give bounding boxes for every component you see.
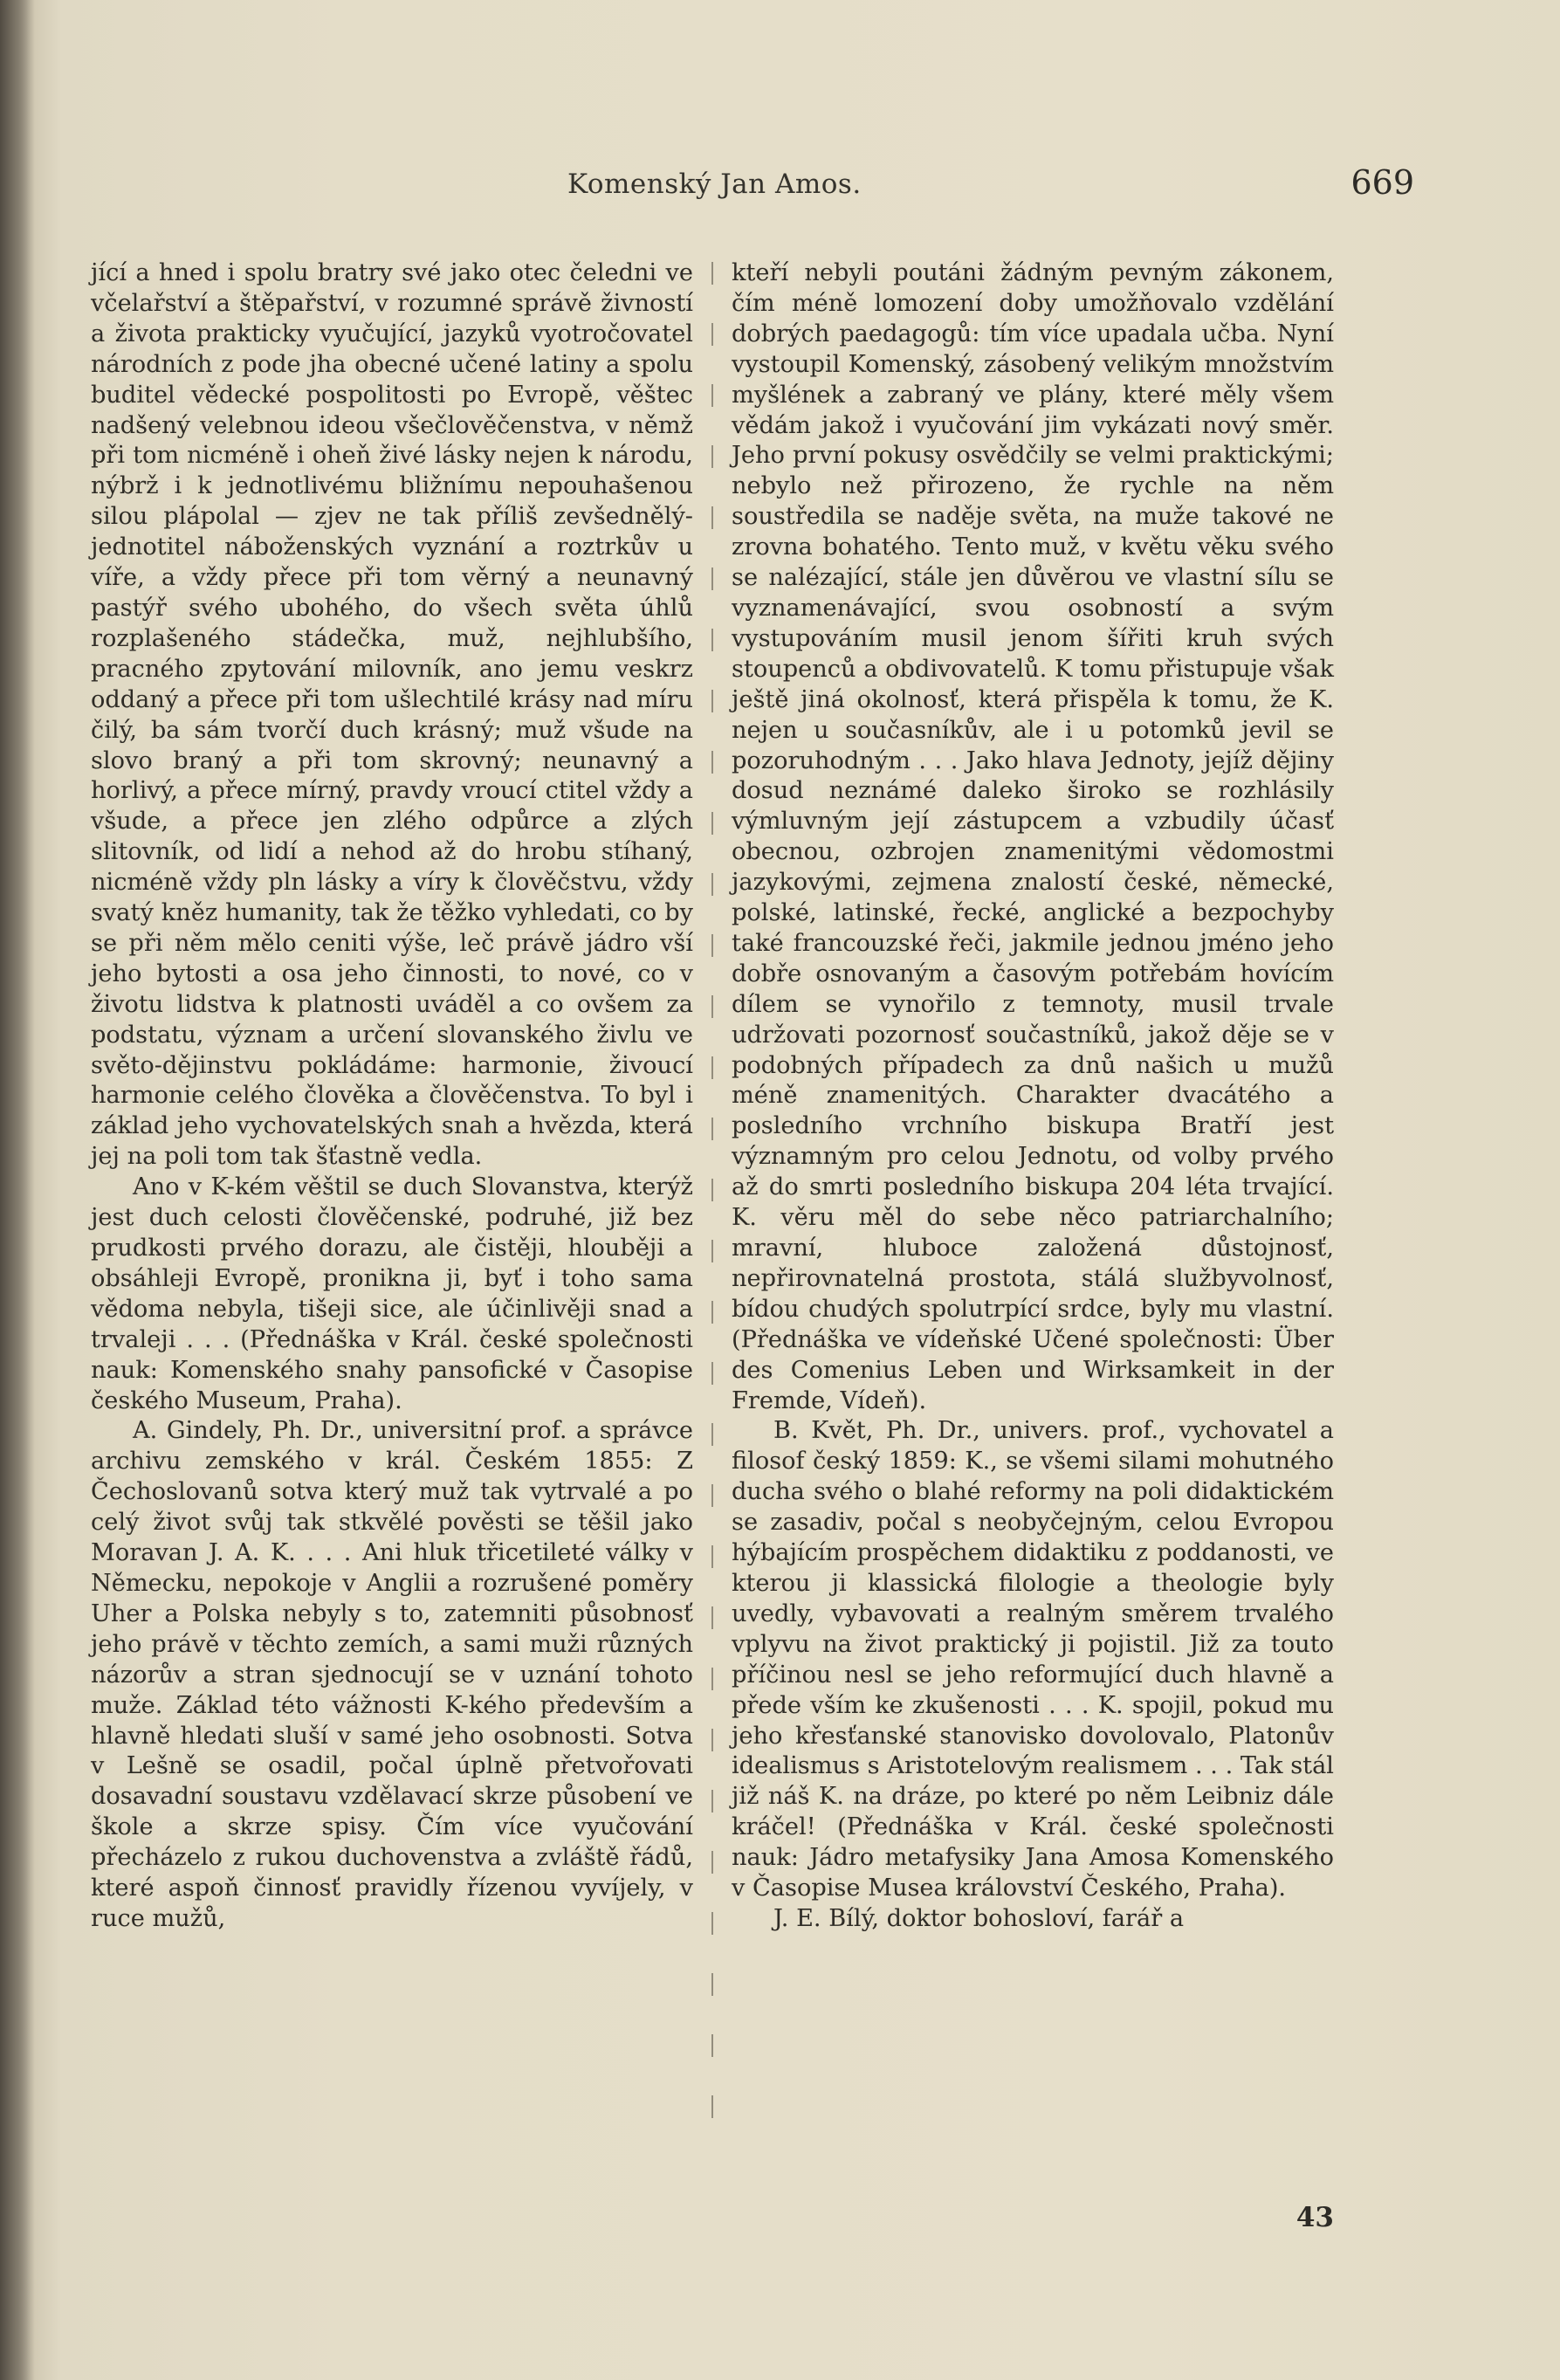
column-divider — [711, 262, 713, 2156]
signature-mark: 43 — [1295, 2202, 1334, 2233]
header-title: Komenský Jan Amos. — [567, 169, 862, 200]
paragraph: Ano v K-kém věštil se duch Slovanstva, kterýž jest duch celosti člověčenské, podruhé, již bez prudkosti prvého dorazu, ale čistěji, hlouběji a obsáhleji Evropě, pronikna ji, byť i toho sama vědoma nebyla, tišeji sice, ale účinlivěji snad a trvaleji . . . (Přednáška v Král. české společnosti nauk: Komenského snahy pansofické v Časopise českého Museum, Praha). — [91, 1173, 693, 1414]
paragraph: B. Květ, Ph. Dr., univers. prof., vychovatel a filosof český 1859: K., se všemi silami mohutného ducha svého o blahé reformy na poli didaktickém se zasadiv, počal s neobyčejným, celou Evropou hýbajícím prospěchem didaktiku z poddanosti, ve kterou ji klassická filologie a theologie byly uvedly, vybavovati a realným směrem trvalého vplyvu na život praktický ji pojistil. Již za touto příčinou nesl se jeho reformující duch hlavně a přede vším ke zkušenosti . . . K. spojil, pokud mu jeho křesťanské stanovisko dovolovalo, Platonův idealismus s Aristotelovým realismem . . . Tak stál již náš K. na dráze, po které po něm Leibniz dále kráčel! (Přednáška v Král. české společnosti nauk: Jádro metafysiky Jana Amosa Komenského v Časopise Musea království Českého, Praha). — [732, 1417, 1334, 1902]
running-head — [87, 163, 1414, 208]
paragraph: jící a hned i spolu bratry své jako otec čeledni ve včelařství a štěpařství, v rozumné správě živností a života prakticky vyučující, jazyků vyotročovatel národních z pode jha obecné učené latiny a spolu buditel vědecké pospolitosti po Evropě, věštec nadšený velebnou ideou všečlověčenstva, v němž při tom nicméně i oheň živé lásky nejen k národu, nýbrž i k jednotlivému bližnímu nepouhašenou silou plápolal — zjev ne tak příliš zevšednělý-jednotitel náboženských vyznání a roztrkův u víře, a vždy přece při tom věrný a neunavný pastýř svého ubohého, do všech světa úhlů rozplašeného stádečka, muž, nejhlubšího, pracného zpytování milovník, ano jemu veskrz oddaný a přece při tom ušlechtilé krásy nad míru čilý, ba sám tvorčí duch krásný; muž všude na slovo braný a při tom skrovný; neunavný a horlivý, a přece mírný, pravdy vroucí ctitel vždy a všude, a přece jen zlého odpůrce a zlých slitovník, od lidí a nehod až do hrobu stíhaný, nicméně vždy pln lásky a víry k člověčstvu, vždy svatý kněz humanity, tak že těžko vyhledati, co by se při něm mělo ceniti výše, leč právě jádro vší jeho bytosti a osa jeho činnosti, to nové, co v životu lidstva k platnosti uváděl a co ovšem za podstatu, význam a určení slovanského živlu ve světo-dějinstvu pokládáme: harmonie, živoucí harmonie celého člověka a člověčenstva. To byl i základ jeho vychovatelských snah a hvězda, která jej na poli tom tak šťastně vedla. — [91, 259, 693, 1171]
book-spine-shadow — [0, 0, 35, 2380]
left-column — [91, 258, 693, 1935]
paragraph: A. Gindely, Ph. Dr., universitní prof. a správce archivu zemského v král. Českém 1855: Z Čechoslovanů sotva který muž tak vytrvalé a po celý život svůj tak stkvělé pověsti se těšil jako Moravan J. A. K. . . . Ani hluk třicetileté války v Německu, nepokoje v Anglii a rozrušené poměry Uher a Polska nebyly s to, zatemniti působnosť jeho právě v těchto zemích, a sami muži různých názorův a stran sjednocují se v uznání tohoto muže. Základ této vážnosti K-kého především a hlavně hledati sluší v samé jeho osobnosti. Sotva v Lešně se osadil, počal úplně přetvořovati dosavadní soustavu vzdělavací skrze působení ve škole a skrze spisy. Čím více vyučování přecházelo z rukou duchovenstva a zvláště řádů, které aspoň činnosť pravidly řízenou vyvíjely, v ruce mužů, — [91, 1417, 693, 1932]
page-number: 669 — [1350, 163, 1414, 202]
paragraph: J. E. Bílý, doktor bohosloví, farář a — [773, 1904, 1185, 1932]
right-column — [732, 258, 1334, 1935]
paragraph: kteří nebyli poutáni žádným pevným zákonem, čím méně lomození doby umožňovalo vzdělání dobrých paedagogů: tím více upadala učba. Nyní vystoupil Komenský, zásobený velikým množstvím myšlének a zabraný ve plány, které měly všem vědám jakož i vyučování jim vykázati nový směr. Jeho první pokusy osvědčily se velmi praktickými; nebylo než přirozeno, že rychle na něm soustředila se naděje světa, na muže takové ne zrovna bohatého. Tento muž, v květu věku svého se nalézající, stále jen důvěrou ve vlastní sílu se vyznamenávající, svou osobností a svým vystupováním musil jenom šířiti kruh svých stoupenců a obdivovatelů. K tomu přistupuje však ještě jiná okolnosť, která přispěla k tomu, že K. nejen u současníkův, ale i u potomků jevil se pozoruhodným . . . Jako hlava Jednoty, jejíž dějiny dosud neznámé daleko široko se rozhlásily výmluvným její zástupcem a vzbudily účasť obecnou, ozbrojen znamenitými vědomostmi jazykovými, zejmena znalostí české, německé, polské, latinské, řecké, anglické a bezpochyby také francouzské řeči, jakmile jednou jméno jeho dobře osnovaným a časovým potřebám hovícím dílem se vynořilo z temnoty, musil trvale udržovati pozornosť součastníků, jakož děje se v podobných případech za dnů našich u mužů méně znamenitých. Charakter dvacátého a posledního vrchního biskupa Bratří jest významným pro celou Jednotu, od volby prvého až do smrti posledního biskupa 204 léta trvající. K. věru měl do sebe něco patriarchalního; mravní, hluboce založená důstojnosť, nepřirovnatelná prostota, stálá službyvolnosť, bídou chudých spolutrpící srdce, byly mu vlastní. (Přednáška ve vídeňské Učené společnosti: Über des Comenius Leben und Wirksamkeit in der Fremde, Vídeň). — [732, 259, 1334, 1414]
